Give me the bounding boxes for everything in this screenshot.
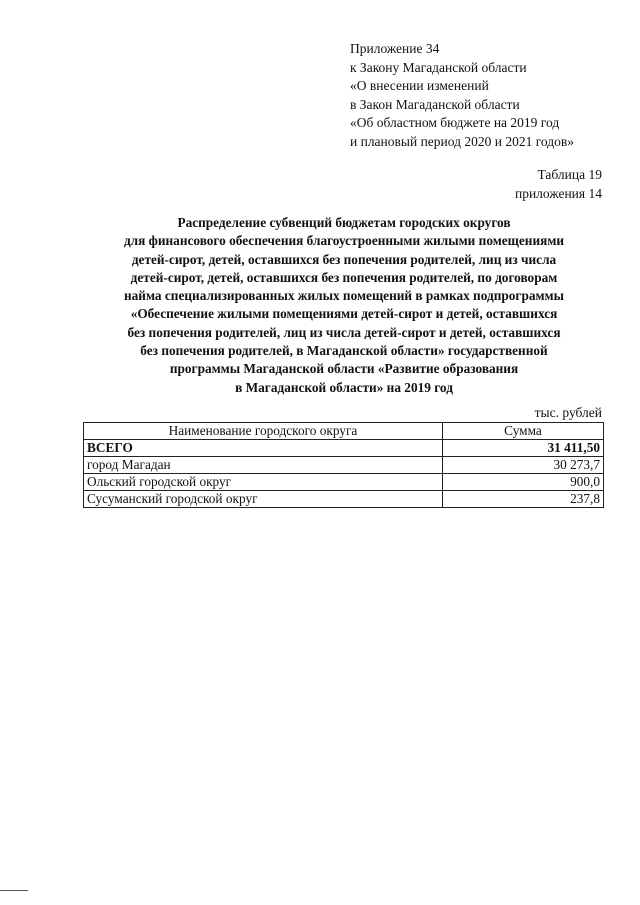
row-name: ВСЕГО xyxy=(84,440,443,457)
appendix-line: в Закон Магаданской области xyxy=(350,96,520,112)
appendix-line: к Закону Магаданской области xyxy=(350,59,527,75)
footer-divider xyxy=(0,890,28,891)
title-line: найма специализированных жилых помещений в рамках подпрограммы xyxy=(124,288,564,304)
appendix-header xyxy=(350,40,630,151)
table-reference xyxy=(515,165,602,203)
table-row-total xyxy=(84,440,604,457)
units-label: тыс. рублей xyxy=(534,405,602,420)
appendix-number: приложения 14 xyxy=(514,186,602,201)
title-line: для финансового обеспечения благоустроенными жилыми помещениями xyxy=(123,233,565,249)
document-title xyxy=(70,214,618,397)
appendix-line: «Об областном бюджете на 2019 год xyxy=(350,115,560,130)
title-line: программы Магаданской области «Развитие образования xyxy=(169,361,519,377)
row-name: Сусуманский городской округ xyxy=(84,491,443,508)
title-line: без попечения родителей, лиц из числа детей-сирот и детей, оставшихся xyxy=(127,324,561,340)
subvention-table xyxy=(83,422,604,508)
title-line: детей-сирот, детей, оставшихся без попечения родителей, по договорам xyxy=(130,269,558,285)
title-line: детей-сирот, детей, оставшихся без попечения родителей, лиц из числа xyxy=(131,251,557,267)
table-row xyxy=(84,491,604,508)
row-sum: 31 411,50 xyxy=(443,440,604,457)
header-sum: Сумма xyxy=(443,423,604,440)
title-line: в Магаданской области» на 2019 год xyxy=(235,379,453,395)
row-sum: 30 273,7 xyxy=(443,457,604,474)
row-name: город Магадан xyxy=(84,457,443,474)
title-line: «Обеспечение жилыми помещениями детей-сирот и детей, оставшихся xyxy=(130,306,558,322)
appendix-line: «О внесении изменений xyxy=(350,78,489,93)
appendix-line: Приложение 34 xyxy=(350,41,440,56)
table-number: Таблица 19 xyxy=(537,167,602,182)
table-row xyxy=(84,457,604,474)
row-sum: 237,8 xyxy=(443,491,604,508)
header-name: Наименование городского округа xyxy=(84,423,443,440)
appendix-line: и плановый период 2020 и 2021 годов» xyxy=(350,133,575,149)
title-line: без попечения родителей, в Магаданской области» государственной xyxy=(140,343,548,359)
table-row xyxy=(84,474,604,491)
row-sum: 900,0 xyxy=(443,474,604,491)
row-name: Ольский городской округ xyxy=(84,474,443,491)
table-header-row xyxy=(84,423,604,440)
title-line: Распределение субвенций бюджетам городских округов xyxy=(177,215,511,230)
